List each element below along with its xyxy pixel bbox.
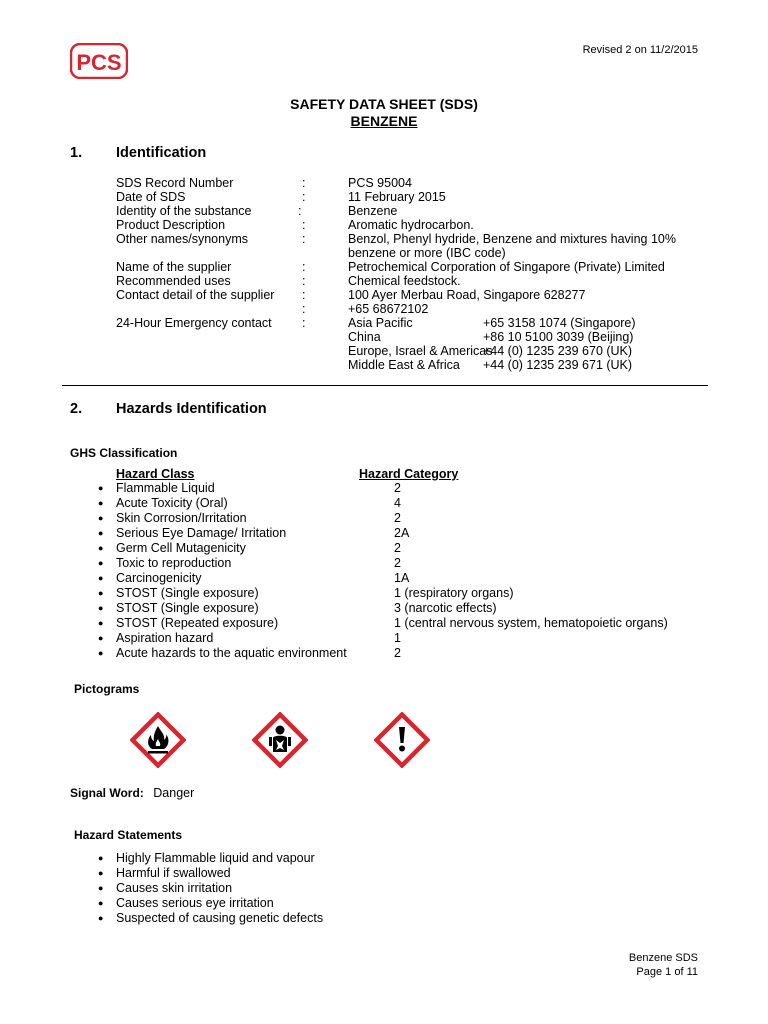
section-1-number: 1. — [70, 145, 83, 161]
ghs-heading: GHS Classification — [70, 446, 178, 460]
bullet-icon: ● — [98, 558, 104, 568]
bullet-icon: ● — [98, 483, 104, 493]
document-title: SAFETY DATA SHEET (SDS) — [290, 96, 478, 112]
bullet-icon: ● — [98, 868, 104, 878]
health-hazard-pictogram-icon — [252, 712, 308, 768]
bullet-icon: ● — [98, 913, 104, 923]
section-1-title: Identification — [116, 145, 207, 161]
pcs-logo — [70, 43, 128, 79]
pictograms-heading: Pictograms — [74, 682, 140, 696]
flame-pictogram-icon — [130, 712, 186, 768]
section-divider — [62, 385, 708, 386]
hazard-class-header: Hazard Class — [116, 467, 195, 481]
bullet-icon: ● — [98, 588, 104, 598]
footer-page-number: Page 1 of 11 — [636, 966, 698, 978]
exclamation-pictogram-icon — [374, 712, 430, 768]
bullet-icon: ● — [98, 573, 104, 583]
revision-note: Revised 2 on 11/2/2015 — [582, 44, 698, 56]
bullet-icon: ● — [98, 898, 104, 908]
bullet-icon: ● — [98, 633, 104, 643]
section-2-title: Hazards Identification — [116, 401, 267, 417]
bullet-icon: ● — [98, 618, 104, 628]
bullet-icon: ● — [98, 883, 104, 893]
signal-word-label: Signal Word — [70, 786, 140, 800]
bullet-icon: ● — [98, 498, 104, 508]
logo-text: PCS — [76, 50, 122, 75]
bullet-icon: ● — [98, 853, 104, 863]
signal-word-value: Danger — [153, 786, 195, 800]
footer-doc-name: Benzene SDS — [628, 952, 698, 964]
signal-word: Signal Word: Danger — [70, 786, 195, 800]
bullet-icon: ● — [98, 513, 104, 523]
hazard-statements-heading: Hazard Statements — [74, 828, 183, 842]
hazard-category-header: Hazard Category — [359, 467, 459, 481]
section-2-number: 2. — [70, 401, 83, 417]
bullet-icon: ● — [98, 528, 104, 538]
bullet-icon: ● — [98, 603, 104, 613]
bullet-icon: ● — [98, 648, 104, 658]
bullet-icon: ● — [98, 543, 104, 553]
substance-title: BENZENE — [350, 113, 418, 129]
